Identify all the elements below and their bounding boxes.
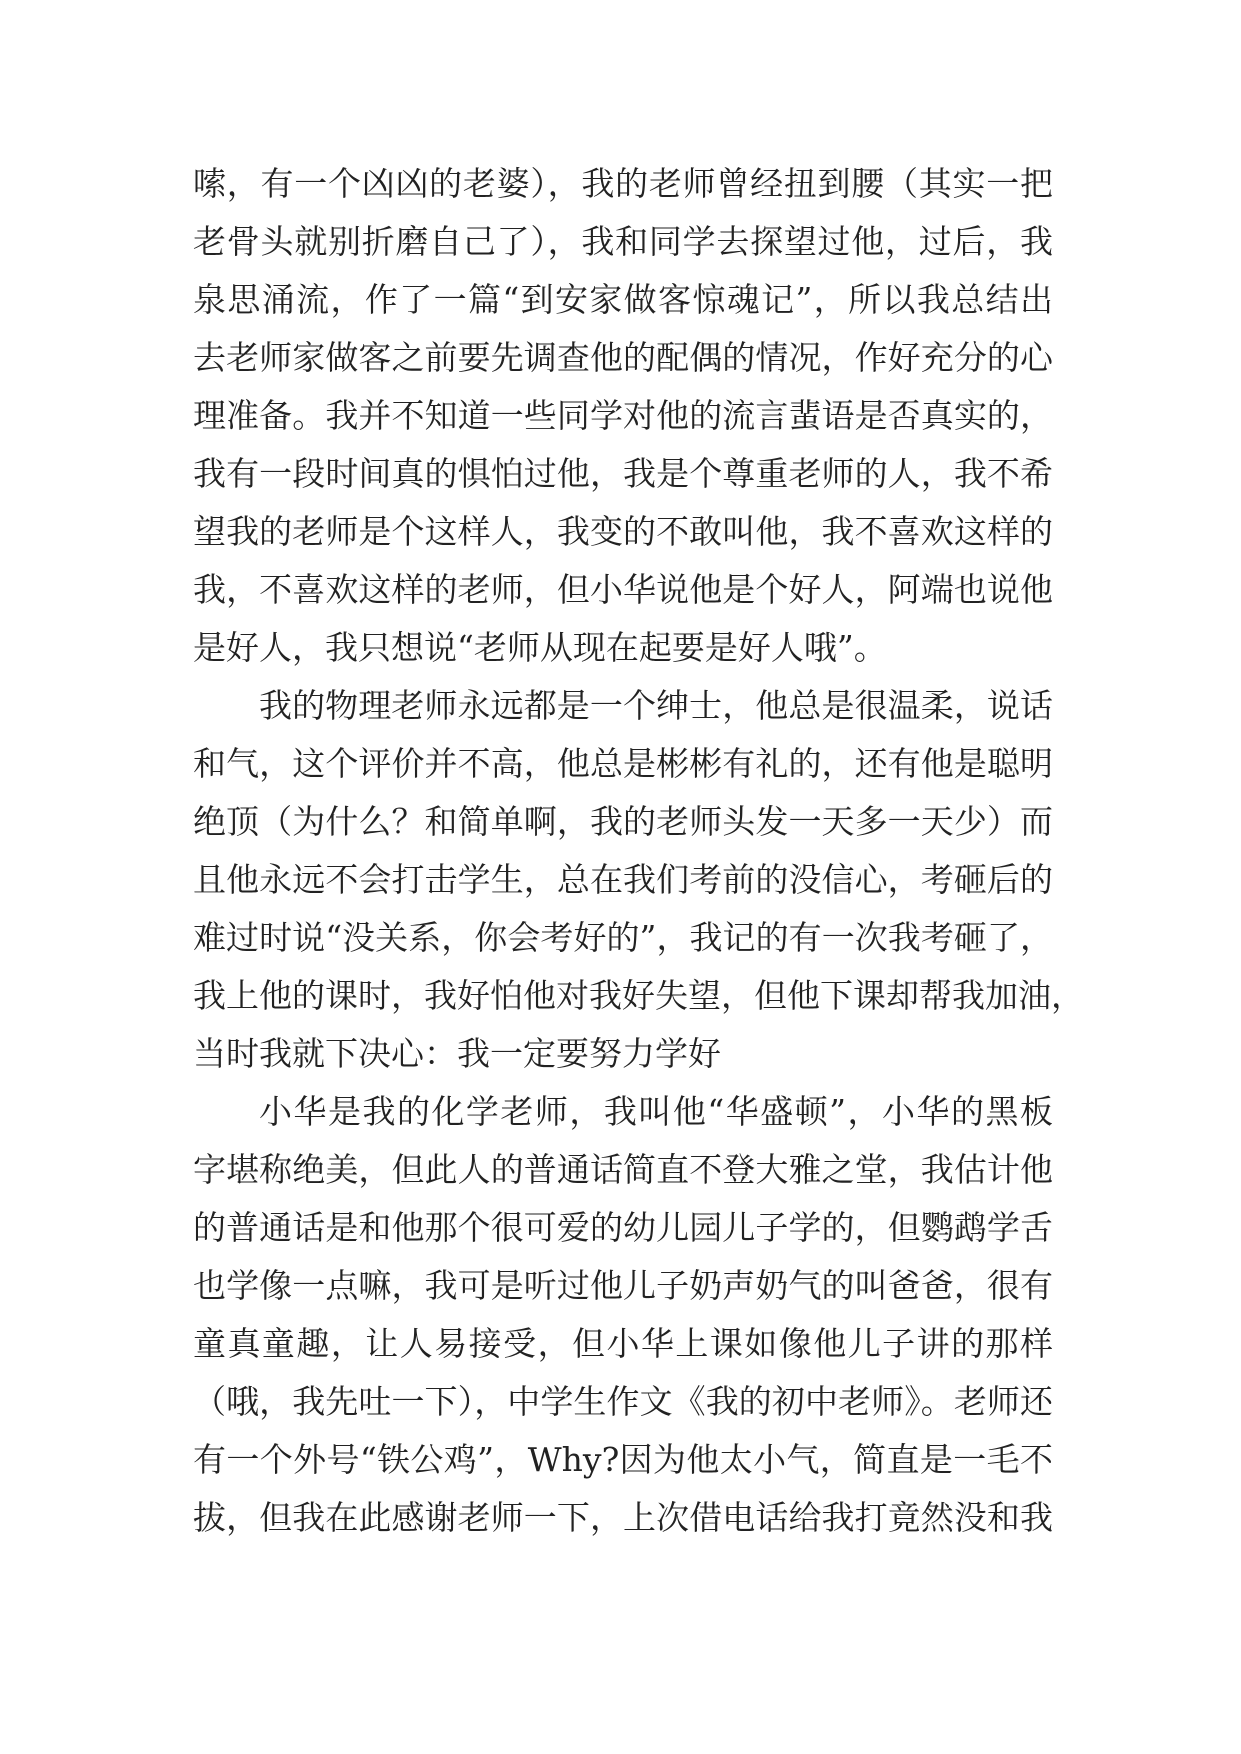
text-line: 我的物理老师永远都是一个绅士，他总是很温柔，说话 xyxy=(259,686,1053,725)
text-line: 童真童趣，让人易接受，但小华上课如像他儿子讲的那样 xyxy=(193,1324,1053,1363)
text-line: 字堪称绝美，但此人的普通话简直不登大雅之堂，我估计他 xyxy=(193,1150,1053,1189)
text-line: 且他永远不会打击学生，总在我们考前的没信心，考砸后的 xyxy=(193,860,1053,899)
text-line: 也学像一点嘛，我可是听过他儿子奶声奶气的叫爸爸，很有 xyxy=(193,1266,1053,1305)
text-line: 和气，这个评价并不高，他总是彬彬有礼的，还有他是聪明 xyxy=(193,744,1053,783)
text-line: 当时我就下决心：我一定要努力学好 xyxy=(193,1034,721,1073)
text-line: 的普通话是和他那个很可爱的幼儿园儿子学的，但鹦鹉学舌 xyxy=(193,1208,1053,1247)
text-line: 老骨头就别折磨自己了），我和同学去探望过他，过后，我 xyxy=(193,222,1053,261)
text-line: 望我的老师是个这样人，我变的不敢叫他，我不喜欢这样的 xyxy=(193,512,1053,551)
paragraph-3 xyxy=(193,1083,1053,1547)
text-line: 我上他的课时，我好怕他对我好失望，但他下课却帮我加油， xyxy=(193,976,1084,1015)
text-line: 拔，但我在此感谢老师一下，上次借电话给我打竟然没和我 xyxy=(193,1498,1053,1537)
text-line: 我，不喜欢这样的老师，但小华说他是个好人，阿端也说他 xyxy=(193,570,1053,609)
text-line: 小华是我的化学老师，我叫他“华盛顿”，小华的黑板 xyxy=(259,1092,1053,1131)
text-line: 有一个外号“铁公鸡”，Why?因为他太小气，简直是一毛不 xyxy=(193,1440,1053,1479)
text-line: 我有一段时间真的惧怕过他，我是个尊重老师的人，我不希 xyxy=(193,454,1053,493)
paragraph-2 xyxy=(193,677,1084,1083)
text-line: 绝顶（为什么？和简单啊，我的老师头发一天多一天少）而 xyxy=(193,802,1053,841)
text-line: 理准备。我并不知道一些同学对他的流言蜚语是否真实的， xyxy=(193,396,1053,435)
text-line: 嗦，有一个凶凶的老婆），我的老师曾经扭到腰（其实一把 xyxy=(193,164,1053,203)
text-line: 是好人，我只想说“老师从现在起要是好人哦”。 xyxy=(193,628,887,667)
text-line: 去老师家做客之前要先调查他的配偶的情况，作好充分的心 xyxy=(193,338,1053,377)
text-line: 难过时说“没关系，你会考好的”，我记的有一次我考砸了， xyxy=(193,918,1053,957)
text-line: 泉思涌流，作了一篇“到安家做客惊魂记”，所以我总结出 xyxy=(193,280,1053,319)
text-line: （哦，我先吐一下），中学生作文《我的初中老师》。老师还 xyxy=(193,1382,1053,1421)
paragraph-1 xyxy=(193,155,1053,677)
body-text xyxy=(193,155,1084,1547)
